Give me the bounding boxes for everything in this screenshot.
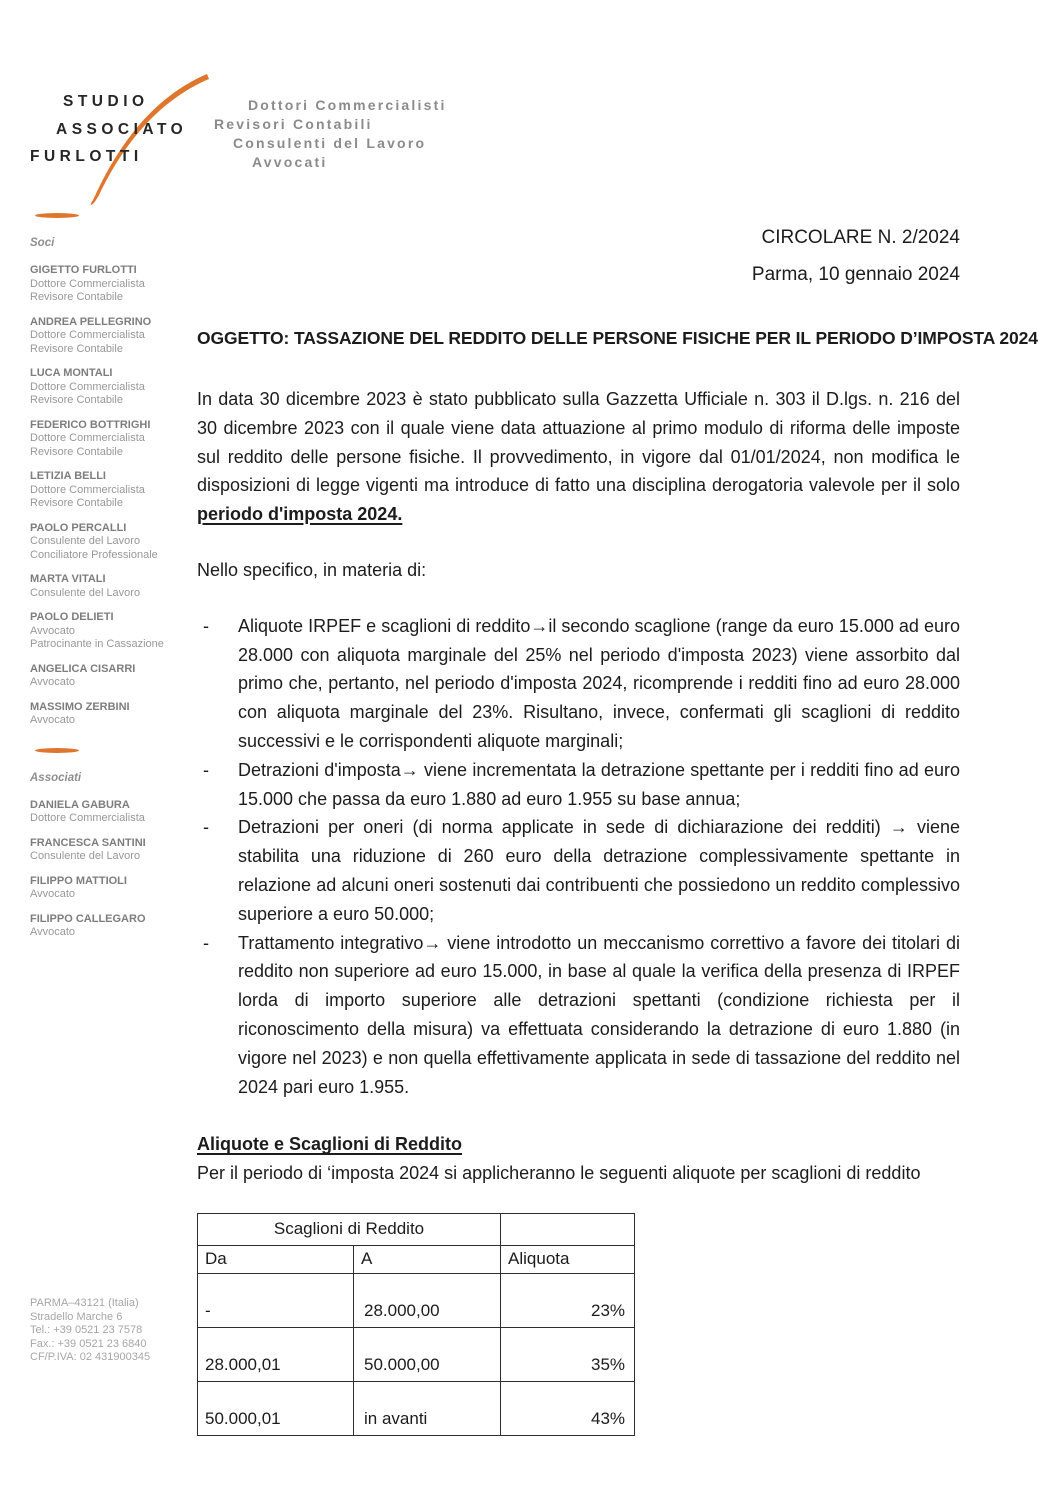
circular-number: CIRCOLARE N. 2/2024 <box>761 227 960 248</box>
member-role: Patrocinante in Cassazione <box>30 638 164 650</box>
member-name: LUCA MONTALI <box>30 367 113 379</box>
member-name: GIGETTO FURLOTTI <box>30 264 137 276</box>
bullet-marker: - <box>203 817 209 838</box>
letter-body <box>197 0 1038 1436</box>
member-role: Dottore Commercialista <box>30 483 145 496</box>
member-entry <box>30 367 180 408</box>
section-intro: Per il periodo di ‘imposta 2024 si applicheranno le seguenti aliquote per scaglioni di reddito <box>197 1163 921 1184</box>
col-header-a: A <box>354 1245 501 1273</box>
member-role: Consulente del Lavoro <box>30 535 141 547</box>
member-role: Dottore Commercialista <box>30 277 145 290</box>
member-entry <box>30 837 180 864</box>
sidebar <box>30 213 180 951</box>
member-role: Revisore Contabile <box>30 291 123 303</box>
member-name: DANIELA GABURA <box>30 798 130 811</box>
empty-header-cell <box>501 1213 635 1245</box>
logo-line-studio: STUDIO <box>63 93 149 110</box>
bullet-marker: - <box>203 615 209 636</box>
intro-paragraph <box>197 385 960 529</box>
cell-da: 50.000,01 <box>198 1381 354 1435</box>
member-role: Dottore Commercialista <box>30 329 145 341</box>
cell-a: in avanti <box>354 1381 501 1435</box>
member-role: Dottore Commercialista <box>30 380 145 393</box>
topic-item <box>197 929 960 1102</box>
member-name: MASSIMO ZERBINI <box>30 700 130 713</box>
table-row <box>198 1273 635 1327</box>
cell-da: - <box>198 1273 354 1327</box>
associati-list <box>30 799 180 940</box>
service-line: Avvocati <box>252 154 328 170</box>
member-role: Consulente del Lavoro <box>30 850 141 862</box>
member-name: LETIZIA BELLI <box>30 470 106 482</box>
footer-line: Stradello Marche 6 <box>30 1310 123 1323</box>
subject-line: OGGETTO: TASSAZIONE DEL REDDITO DELLE PERSONE FISICHE PER IL PERIODO D’IMPOSTA 2024 <box>197 328 1038 348</box>
member-role: Avvocato <box>30 888 76 900</box>
member-name: MARTA VITALI <box>30 573 106 585</box>
col-header-aliquota: Aliquota <box>501 1245 635 1273</box>
dateline: Parma, 10 gennaio 2024 <box>751 264 960 285</box>
service-line: Dottori Commercialisti <box>248 97 447 113</box>
cell-a: 50.000,00 <box>354 1327 501 1381</box>
cell-aliquota: 43% <box>501 1381 635 1435</box>
member-role: Avvocato <box>30 676 76 688</box>
topic-text: Trattamento integrativo→ viene introdotto un meccanismo correttivo a favore dei titolari di reddito non superiore ad euro 15.000, in base al quale la verifica della presenza di IRPEF lorda di importo superiore alle detrazioni spettanti (condizione richiesta per il riconoscimento della misura) va effettuata considerando la detrazione di euro 1.880 (in vigore nel 2023) e non quella effettivamente applicata in sede di tassazione del reddito nel 2024 pari euro 1.955. <box>238 932 960 1097</box>
cell-a: 28.000,00 <box>354 1273 501 1327</box>
member-entry <box>30 875 180 902</box>
specifico-line: Nello specifico, in materia di: <box>197 559 427 580</box>
member-role: Avvocato <box>30 624 76 637</box>
topic-text: Detrazioni d'imposta→ viene incrementata la detrazione spettante per i redditi fino ad euro 15.000 che passa da euro 1.880 ad euro 1.955 su base annua; <box>238 759 960 809</box>
bullet-marker: - <box>203 932 209 953</box>
topic-text: Aliquote IRPEF e scaglioni di reddito→il secondo scaglione (range da euro 15.000 ad euro 28.000 con aliquota marginale del 25% nel periodo d'imposta 2023) viene assorbito dal primo che, pertanto, nel periodo d'imposta 2024, ricomprende i redditi fino ad euro 28.000 con aliquota marginale del 23%. Risultano, invece, confermati gli scaglioni di reddito successivi e le corrispondenti aliquote marginali; <box>238 615 960 751</box>
intro-text: In data 30 dicembre 2023 è stato pubblicato sulla Gazzetta Ufficiale n. 303 il D.lgs. n. 216 del 30 dicembre 2023 con il quale viene data attuazione al primo modulo di riforma delle imposte sul reddito delle persone fisiche. Il provvedimento, in vigore dal 01/01/2024, non modifica le disposizioni di legge vigenti ma introduce di fatto una disciplina derogatoria valevole per il solo <box>197 389 960 496</box>
topics-list <box>197 612 960 1102</box>
cell-aliquota: 35% <box>501 1327 635 1381</box>
member-name: PAOLO DELIETI <box>30 611 114 623</box>
member-entry <box>30 799 180 826</box>
studio-logo <box>30 88 187 171</box>
cell-aliquota: 23% <box>501 1273 635 1327</box>
member-name: FEDERICO BOTTRIGHI <box>30 418 151 431</box>
member-entry <box>30 419 180 460</box>
intro-emphasis: periodo d'imposta 2024. <box>197 504 403 525</box>
contact-footer <box>30 1297 150 1365</box>
member-entry <box>30 522 180 563</box>
member-role: Dottore Commercialista <box>30 432 145 444</box>
service-line: Consulenti del Lavoro <box>233 135 427 151</box>
member-entry <box>30 264 180 305</box>
member-role: Consulente del Lavoro <box>30 586 141 599</box>
orange-divider <box>35 748 79 753</box>
footer-line: CF/P.IVA: 02 431900345 <box>30 1351 151 1363</box>
table-row <box>198 1381 635 1435</box>
member-name: ANGELICA CISARRI <box>30 662 136 675</box>
tax-brackets-table <box>197 1213 635 1436</box>
merged-header-cell: Scaglioni di Reddito <box>198 1213 501 1245</box>
col-header-da: Da <box>198 1245 354 1273</box>
bullet-marker: - <box>203 759 209 780</box>
associati-label: Associati <box>30 771 82 784</box>
member-role: Revisore Contabile <box>30 445 123 458</box>
topic-item <box>197 612 960 756</box>
member-entry <box>30 701 180 728</box>
member-name: FILIPPO MATTIOLI <box>30 874 127 887</box>
member-role: Revisore Contabile <box>30 394 123 406</box>
footer-line: PARMA–43121 (Italia) <box>30 1297 139 1309</box>
cell-da: 28.000,01 <box>198 1327 354 1381</box>
member-name: PAOLO PERCALLI <box>30 521 127 534</box>
soci-list <box>30 264 180 728</box>
member-entry <box>30 611 180 652</box>
member-name: FILIPPO CALLEGARO <box>30 912 146 925</box>
member-role: Avvocato <box>30 926 76 938</box>
member-name: FRANCESCA SANTINI <box>30 836 146 849</box>
topic-text: Detrazioni per oneri (di norma applicate in sede di dichiarazione dei redditi) → viene stabilita una riduzione di 260 euro della detrazione complessivamente spettante in relazione ad alcuni oneri sostenuti dai contribuenti che possiedono un reddito complessivo superiore a euro 50.000; <box>238 817 960 924</box>
table-column-header-row <box>198 1245 635 1273</box>
logo-line-furlotti: FURLOTTI <box>30 148 143 165</box>
table-row <box>198 1327 635 1381</box>
topic-item <box>197 813 960 928</box>
soci-label: Soci <box>30 237 55 249</box>
table-merged-header-row <box>198 1213 635 1245</box>
member-entry <box>30 470 180 511</box>
service-line: Revisori Contabili <box>214 116 373 132</box>
member-role: Revisore Contabile <box>30 342 123 355</box>
member-name: ANDREA PELLEGRINO <box>30 315 152 328</box>
footer-line: Tel.: +39 0521 23 7578 <box>30 1324 143 1336</box>
member-role: Dottore Commercialista <box>30 812 145 824</box>
member-role: Conciliatore Professionale <box>30 548 158 561</box>
orange-divider <box>35 213 79 218</box>
topic-item <box>197 756 960 814</box>
member-role: Revisore Contabile <box>30 497 123 509</box>
section-heading: Aliquote e Scaglioni di Reddito <box>197 1134 463 1155</box>
member-entry <box>30 573 180 600</box>
member-entry <box>30 316 180 357</box>
member-role: Avvocato <box>30 714 76 726</box>
member-entry <box>30 663 180 690</box>
logo-line-associato: ASSOCIATO <box>56 120 188 138</box>
footer-line: Fax.: +39 0521 23 6840 <box>30 1337 147 1350</box>
member-entry <box>30 913 180 940</box>
